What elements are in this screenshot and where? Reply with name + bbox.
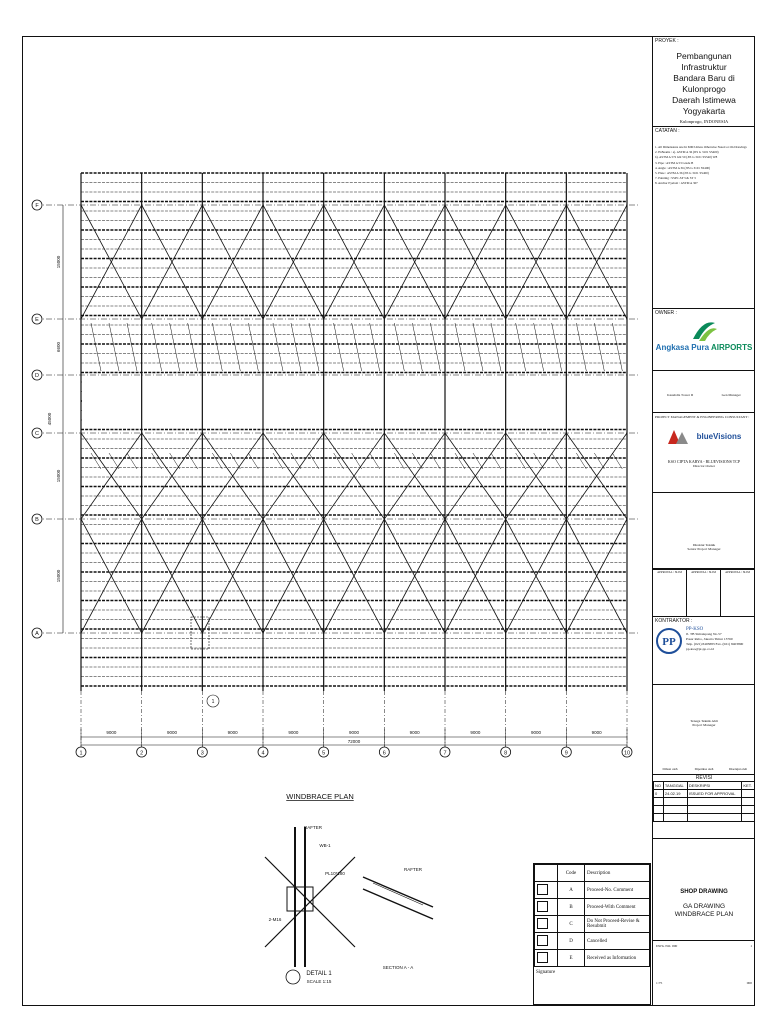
bay-dimension: 9000 [288, 730, 299, 735]
revisi-label: REVISI [695, 775, 713, 781]
sag-rod [273, 453, 283, 469]
contractor-sign-col: Diperiksa oleh [694, 767, 714, 771]
revisi-cell [742, 790, 755, 798]
revisi-cell [654, 814, 664, 822]
consultant-label: PROJECT MANAGEMENT & ENGINEERING CONSULTANT : [655, 415, 750, 419]
sag-rod [534, 323, 544, 371]
review-code-legend [533, 863, 651, 1005]
note-line: 3. Pipe : ASTM A 53 Grade B [655, 160, 694, 165]
contractor-sign-col: Disetujui oleh [729, 767, 747, 771]
revisi-empty-row [654, 814, 755, 822]
revisi-cell [742, 814, 755, 822]
drawing-sheet [22, 36, 755, 1006]
sag-rod [370, 453, 380, 469]
legend-checkbox-cell [535, 882, 558, 899]
row-dimension: 15000 [56, 569, 61, 583]
legend-code: A [558, 882, 585, 899]
sag-rod [334, 453, 344, 469]
note-line: 1. All Dimensions Are In MM Unless Otherwise Noted or On Drawings [655, 145, 747, 149]
grid-row-label: C [35, 431, 39, 437]
bay-dimension: 9000 [106, 730, 117, 735]
grid-row-label: F [35, 203, 39, 209]
note-line: 7. Painting : SSPC-SP 3 & ST 3 [655, 176, 696, 181]
consultant-firm: KSO CIPTA KARYA - BLUEVISIONS TCP [667, 459, 741, 464]
sag-rod [370, 323, 380, 371]
sag-rod [576, 323, 586, 371]
sag-rod [473, 323, 483, 371]
revisi-cell [663, 806, 687, 814]
sag-rod [552, 453, 562, 469]
project-box [653, 37, 755, 127]
grid-column-label: 4 [261, 750, 265, 757]
legend-code: D [558, 933, 585, 950]
contractor-manager-sub: Project Manager [692, 723, 716, 727]
roof-gap [82, 381, 626, 425]
owner-box [653, 309, 755, 371]
revisi-header: KET. [742, 782, 755, 790]
note-line: 8. Anchor Eyebolt : ASTM A 307 [655, 181, 698, 186]
legend-row [535, 950, 650, 967]
sag-rod [152, 323, 162, 371]
sag-rod [412, 453, 422, 469]
sag-rod [516, 453, 526, 469]
drawing-area [23, 37, 651, 1005]
sag-rod [455, 323, 465, 371]
grid-column-label: 7 [443, 750, 447, 757]
sag-rod [309, 453, 319, 469]
legend-row [535, 916, 650, 933]
total-dimension: 72000 [347, 739, 361, 744]
project-location: Kulonprogo, INDONESIA [679, 119, 729, 124]
contractor-label: KONTRAKTOR : [655, 618, 693, 624]
bay-dimension: 9000 [530, 730, 542, 735]
legend-description: Proceed-No. Comment [585, 882, 650, 899]
grid-column-label: 2 [140, 750, 144, 757]
sag-rod [188, 323, 198, 371]
owner-logo-text: Angkasa Pura AIRPORTS [655, 343, 753, 352]
project-title-line1: Pembangunan Infrastruktur [676, 51, 732, 72]
sag-rod [430, 323, 440, 371]
legend-checkbox[interactable] [537, 952, 548, 963]
bay-dimension: 9000 [591, 730, 602, 735]
rev-code: 000 [746, 981, 752, 985]
contractor-manager-title: Tenaga Teknik Ahli [690, 719, 718, 723]
revisi-header: DESKRIPSI [687, 782, 742, 790]
review-sub: Senior Project Manager [687, 547, 721, 551]
grid-row-label: E [35, 317, 39, 323]
legend-checkbox[interactable] [537, 901, 548, 912]
revisi-cell [742, 806, 755, 814]
contractor-sign-col: Dibuat oleh [662, 767, 678, 771]
legend-code: E [558, 950, 585, 967]
sag-rod [291, 453, 301, 469]
legend-code-header: Code [558, 865, 585, 882]
detail-gusset-plate [287, 887, 313, 911]
contractor-manager-box [653, 685, 755, 775]
review-col: APPROVAL / SLIM [687, 569, 721, 616]
detail-callout-number: 1 [211, 699, 215, 705]
revisi-row [654, 790, 755, 798]
sag-rod [473, 453, 483, 469]
notes-box [653, 127, 755, 309]
legend-code: C [558, 916, 585, 933]
consultant-logo-text: blueVisions [696, 431, 742, 441]
row-dimension: 6600 [56, 341, 61, 353]
sag-rod [352, 453, 362, 469]
review-box [653, 493, 755, 569]
section-brace [373, 883, 423, 905]
contractor-email: pp-kso@pt-pp.co.id [686, 647, 714, 651]
contractor-box [653, 617, 755, 685]
revisi-header: NO [654, 782, 664, 790]
project-title-line3: Daerah Istimewa Yogyakarta [672, 95, 736, 116]
project-title [653, 51, 755, 117]
revisi-table [653, 781, 755, 822]
sag-rod [91, 323, 101, 371]
legend-signature: Signature [536, 970, 556, 975]
legend-checkbox[interactable] [537, 918, 548, 929]
shop-drawing-box [653, 889, 755, 941]
sag-rod [491, 453, 501, 469]
section-rafter [363, 877, 433, 907]
scale-value: 1:75 [656, 981, 663, 985]
doc-number-box [653, 941, 755, 1005]
legend-description: Proceed-With Comment [585, 899, 650, 916]
pp-logo-icon [655, 627, 683, 655]
revisi-empty-row [654, 798, 755, 806]
sag-rod [412, 323, 422, 371]
revisi-cell: 24.02.19 [663, 790, 687, 798]
bay-dimension: 9000 [409, 730, 420, 735]
sag-rod [430, 453, 440, 469]
review-title: Direktur Teknik [692, 543, 716, 547]
sag-rod [212, 453, 222, 469]
sag-rod [576, 453, 586, 469]
revisi-box [653, 775, 755, 839]
sag-rod [309, 323, 319, 371]
note-line: b). ASTM A 572 GR 50 (JIS G 3101 SS540) W8 [655, 155, 718, 160]
note-line: 5. Plate : ASTM A 36 (JIS G 3101 SS400) [655, 171, 709, 176]
grid-column-label: 6 [382, 750, 386, 757]
legend-code: B [558, 899, 585, 916]
sag-rod [594, 453, 604, 469]
sag-rod [230, 323, 240, 371]
sag-rod [248, 323, 258, 371]
revisi-cell [663, 798, 687, 806]
detail-title: DETAIL 1 [306, 971, 332, 977]
bay-dimension: 9000 [166, 730, 178, 735]
bay-dimension: 9000 [348, 730, 360, 735]
ga-line1: GA DRAWING [682, 903, 725, 910]
notes-label: CATATAN : [655, 128, 680, 134]
legend-checkbox[interactable] [537, 884, 548, 895]
title-block [652, 37, 755, 1005]
legend-desc-header: Description [585, 865, 650, 882]
sag-rod [516, 323, 526, 371]
grid-column-label: 5 [322, 750, 326, 757]
plan-title: WINDBRACE PLAN [286, 792, 354, 801]
grid-column-label: 3 [200, 750, 204, 757]
section-rafter-label: RAFTER [404, 867, 422, 872]
owner-label: OWNER : [655, 310, 677, 316]
row-total-dimension: 45000 [47, 412, 52, 426]
row-dimension: 15000 [56, 255, 61, 269]
grid-column-label: 10 [623, 750, 631, 757]
owner-sign-box [653, 371, 755, 413]
sag-rod [188, 453, 198, 469]
svg-text:PP: PP [662, 636, 676, 648]
notes-list [653, 145, 755, 187]
legend-description: Do Not Proceed-Revise & Resubmit [585, 916, 650, 933]
revisi-cell [654, 806, 664, 814]
grid-column-label: 9 [564, 750, 568, 757]
revisi-cell [654, 798, 664, 806]
legend-checkbox-cell [535, 899, 558, 916]
legend-checkbox-cell [535, 933, 558, 950]
grid-column-label: 1 [79, 750, 83, 757]
ga-drawing-title [653, 903, 755, 919]
legend-checkbox-cell [535, 916, 558, 933]
sag-rod [127, 453, 137, 469]
bay-dimension: 9000 [227, 730, 238, 735]
detail-scale: SCALE 1:15 [306, 979, 332, 984]
revisi-cell: 0 [654, 790, 664, 798]
detail-wb-label: WB-1 [319, 843, 331, 848]
sag-rod [352, 323, 362, 371]
sag-rod [248, 453, 258, 469]
owner-name: Kasubdis Tower II [667, 393, 694, 397]
legend-checkbox-cell [535, 950, 558, 967]
revisi-cell [663, 814, 687, 822]
review-col: APPROVAL / SLIM [721, 569, 755, 616]
sag-rod [127, 323, 137, 371]
sag-rod [534, 453, 544, 469]
sag-rod [109, 453, 119, 469]
legend-description: Received as Information [585, 950, 650, 967]
detail-rafter-label: RAFTER [304, 825, 322, 830]
sag-rod [170, 453, 180, 469]
row-dimension: 15000 [56, 469, 61, 483]
revisi-cell [742, 798, 755, 806]
section-rafter [363, 889, 433, 919]
revisi-cell [687, 814, 742, 822]
consultant-box [653, 413, 755, 493]
sag-rod [291, 323, 301, 371]
revisi-cell [687, 806, 742, 814]
sag-rod [455, 453, 465, 469]
consultant-role: Director Owner [692, 464, 716, 468]
grid-column-label: 8 [504, 750, 508, 757]
legend-row [535, 882, 650, 899]
sag-rod [334, 323, 344, 371]
sag-rod [273, 323, 283, 371]
sag-rod [170, 323, 180, 371]
shop-drawing-label: SHOP DRAWING [680, 889, 728, 895]
contractor-name: PP-KSO [686, 627, 704, 632]
contractor-phone: Telp. (021) 8403883 Fax. (021) 8403890 [686, 642, 744, 646]
sag-rod [91, 453, 101, 469]
sag-rod [491, 323, 501, 371]
revisi-empty-row [654, 806, 755, 814]
sag-rod [552, 323, 562, 371]
section-title: SECTION A - A [382, 965, 414, 970]
doc-number: DWG NO. 000 [656, 944, 678, 948]
sag-rod [612, 453, 622, 469]
review-col: APPROVAL / SLIM [653, 569, 687, 616]
grid-row-label: D [35, 373, 39, 379]
legend-row [535, 899, 650, 916]
bay-dimension: 9000 [470, 730, 481, 735]
detail-title-bubble [286, 970, 300, 984]
legend-checkbox[interactable] [537, 935, 548, 946]
revisi-header: TANGGAL [663, 782, 687, 790]
sheet-number: 1 [750, 944, 752, 948]
project-title-line2: Bandara Baru di Kulonprogo [673, 73, 735, 94]
note-line: 4. Angle : ASTM A 36 (JIS G 3101 SS400) [655, 165, 711, 170]
legend-row [535, 933, 650, 950]
owner-sign: Gen Manager [721, 393, 741, 397]
sag-rod [230, 453, 240, 469]
contractor-addr2: Pasar Rebo, Jakarta Timur 13760 [686, 637, 733, 641]
grid-row-label: A [35, 631, 39, 637]
grid-row-label: B [35, 517, 39, 523]
revisi-cell: ISSUED FOR APPROVAL [687, 790, 742, 798]
revisi-cell [687, 798, 742, 806]
detail-bolt-label: 2-M16 [268, 917, 282, 922]
project-label: PROYEK : [655, 38, 679, 44]
contractor-addr1: Jl. TB Simatupang No.57 [686, 632, 722, 636]
sag-rod [109, 323, 119, 371]
legend-description: Cancelled [585, 933, 650, 950]
sag-rod [152, 453, 162, 469]
consultant-logo-icon [667, 427, 693, 445]
windbrace-plan-svg [23, 37, 651, 1005]
sag-rod [394, 323, 404, 371]
detail-plate-label: PL10*180 [325, 871, 345, 876]
ga-line2: WINDBRACE PLAN [674, 911, 734, 918]
sag-rod [212, 323, 222, 371]
sag-rod [612, 323, 622, 371]
angkasa-pura-logo-icon [689, 319, 719, 343]
sag-rod [594, 323, 604, 371]
note-line: 2. H-Beams : a). ASTM A 36 (JIS G 3101 SS400) [655, 150, 719, 155]
sag-rod [394, 453, 404, 469]
review-sign-box [653, 569, 755, 617]
